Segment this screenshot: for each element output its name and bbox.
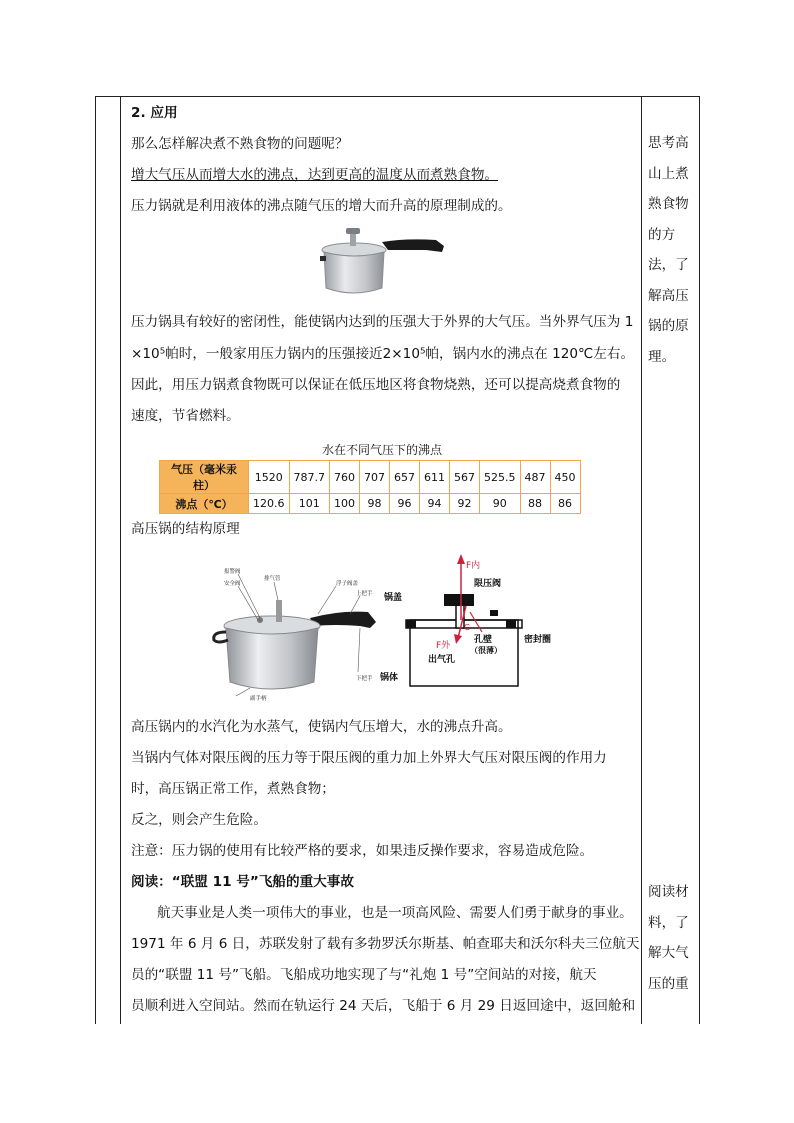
label-f-out: F外: [436, 641, 451, 651]
pressure-row-label: 气压（毫米汞柱）: [160, 461, 249, 494]
table-right-border: [699, 96, 700, 1024]
label-hole-wall-note: （很薄）: [470, 646, 502, 655]
pressure-cooker-photo: [316, 220, 451, 300]
table-left-border: [95, 96, 96, 1024]
label-f-in: F内: [466, 561, 481, 571]
label-seal-ring: 密封圈: [524, 635, 552, 645]
boiling-cell: 88: [520, 494, 550, 514]
boiling-cell: 98: [360, 494, 390, 514]
label-exhaust-pipe: 排气管: [264, 576, 281, 582]
para2-line1: 高压锅内的水汽化为水蒸气，使锅内气压增大，水的沸点升高。: [131, 719, 512, 735]
pressure-cell: 760: [330, 461, 360, 494]
table-top-border: [95, 96, 700, 97]
para1-line3: 因此，用压力锅煮食物既可以保证在低压地区将食物烧熟，还可以提高烧煮食物的: [131, 377, 621, 393]
pressure-cell: 787.7: [289, 461, 330, 494]
label-g: G: [464, 623, 471, 632]
boiling-cell: 120.6: [249, 494, 290, 514]
side-note-line: 熟食物: [648, 196, 689, 212]
side-note-line: 山上煮: [648, 165, 689, 182]
side-note-line: 锅的原: [648, 318, 689, 334]
pressure-cell: 657: [390, 461, 420, 494]
boiling-table-title: 水在不同气压下的沸点: [321, 443, 442, 457]
label-upper-handle: 上把手: [356, 591, 373, 597]
pressure-cell: 487: [520, 461, 550, 494]
label-vent-hole: 出气孔: [428, 655, 456, 665]
pressure-cell: 1520: [249, 461, 290, 494]
reading-line2: 1971 年 6 月 6 日，苏联发射了载有多勃罗沃尔斯基、帕查耶夫和沃尔科夫三位航天: [131, 936, 640, 952]
side-note-line: 解大气: [648, 945, 689, 961]
label-float-valve: 浮子阀盖: [336, 581, 359, 587]
principle-line: 压力锅就是利用液体的沸点随气压的增大而升高的原理制成的。: [131, 198, 512, 214]
boiling-row-label: 沸点（℃）: [160, 494, 249, 514]
boiling-cell: 94: [420, 494, 450, 514]
para2-line4: 反之，则会产生危险。: [131, 812, 267, 828]
pressure-cell: 525.5: [480, 461, 521, 494]
side-note-thinking: [648, 128, 692, 372]
label-safety-valve: 安全阀: [224, 581, 241, 587]
pressure-cell: 611: [420, 461, 450, 494]
pressure-cell: 450: [550, 461, 580, 494]
para1-line2: ×10⁵帕时，一般家用压力锅内的压强接近2×10⁵帕，锅内水的沸点在 120℃左右。: [131, 346, 635, 362]
para2-line3: 时，高压锅正常工作，煮熟食物；: [131, 781, 335, 797]
para1-line4: 速度，节省燃料。: [131, 408, 240, 424]
label-lower-handle: 下把手: [356, 676, 373, 682]
boiling-cell: 96: [390, 494, 420, 514]
side-note-line: 料，了: [648, 914, 689, 931]
side-note-line: 法，了: [648, 257, 689, 273]
reading-line1: 航天事业是人类一项伟大的事业，也是一项高风险、需要人们勇于献身的事业。: [157, 905, 633, 921]
reading-title: 阅读：“联盟 11 号”飞船的重大事故: [131, 874, 354, 890]
label-hole-wall: 孔壁: [474, 635, 493, 645]
boiling-cell: 86: [550, 494, 580, 514]
pressure-cell: 707: [360, 461, 390, 494]
para1-line1: 压力锅具有较好的密闭性，能使锅内达到的压强大于外界的大气压。当外界气压为 1: [131, 314, 634, 330]
reading-line3: 员的“联盟 11 号”飞船。飞船成功地实现了与“礼炮 1 号”空间站的对接，航天: [131, 967, 597, 983]
boiling-point-table: [159, 460, 581, 514]
table-row: [160, 461, 581, 494]
table-col-divider-2: [641, 96, 642, 1024]
side-note-line: 理。: [648, 348, 676, 365]
answer-line: 增大气压从而增大水的沸点，达到更高的温度从而煮熟食物。: [131, 167, 499, 183]
boiling-cell: 92: [450, 494, 480, 514]
structure-title: 高压锅的结构原理: [131, 521, 240, 537]
label-body: 副手柄: [250, 696, 267, 702]
boiling-cell: 90: [480, 494, 521, 514]
label-alarm-valve: 报警阀: [224, 569, 241, 575]
para2-line5: 注意：压力锅的使用有比较严格的要求，如果违反操作要求，容易造成危险。: [131, 843, 594, 859]
reading-line4: 员顺利进入空间站。然而在轨运行 24 天后，飞船于 6 月 29 日返回途中，返回舱和: [131, 998, 636, 1014]
side-note-reading: [648, 877, 692, 999]
table-row: [160, 494, 581, 514]
boiling-cell: 100: [330, 494, 360, 514]
side-note-line: 思考高: [648, 135, 689, 151]
section-heading: 2. 应用: [131, 105, 178, 121]
force-diagram: [378, 550, 578, 690]
para2-line2: 当锅内气体对限压阀的压力等于限压阀的重力加上外界大气压对限压阀的作用力: [131, 750, 607, 766]
label-pot-body: 锅体: [380, 673, 399, 683]
pressure-cell: 567: [450, 461, 480, 494]
table-col-divider-1: [120, 96, 121, 1024]
question-line: 那么怎样解决煮不熟食物的问题呢？: [131, 136, 349, 152]
side-note-line: 的方: [648, 226, 676, 243]
cooker-structure-diagram: [210, 560, 388, 705]
boiling-cell: 101: [289, 494, 330, 514]
side-note-line: 解高压: [648, 287, 689, 304]
label-limiter-valve: 限压阀: [474, 579, 502, 589]
side-note-line: 压的重: [648, 975, 689, 992]
label-lid: 锅盖: [384, 593, 403, 603]
side-note-line: 阅读材: [648, 884, 689, 900]
